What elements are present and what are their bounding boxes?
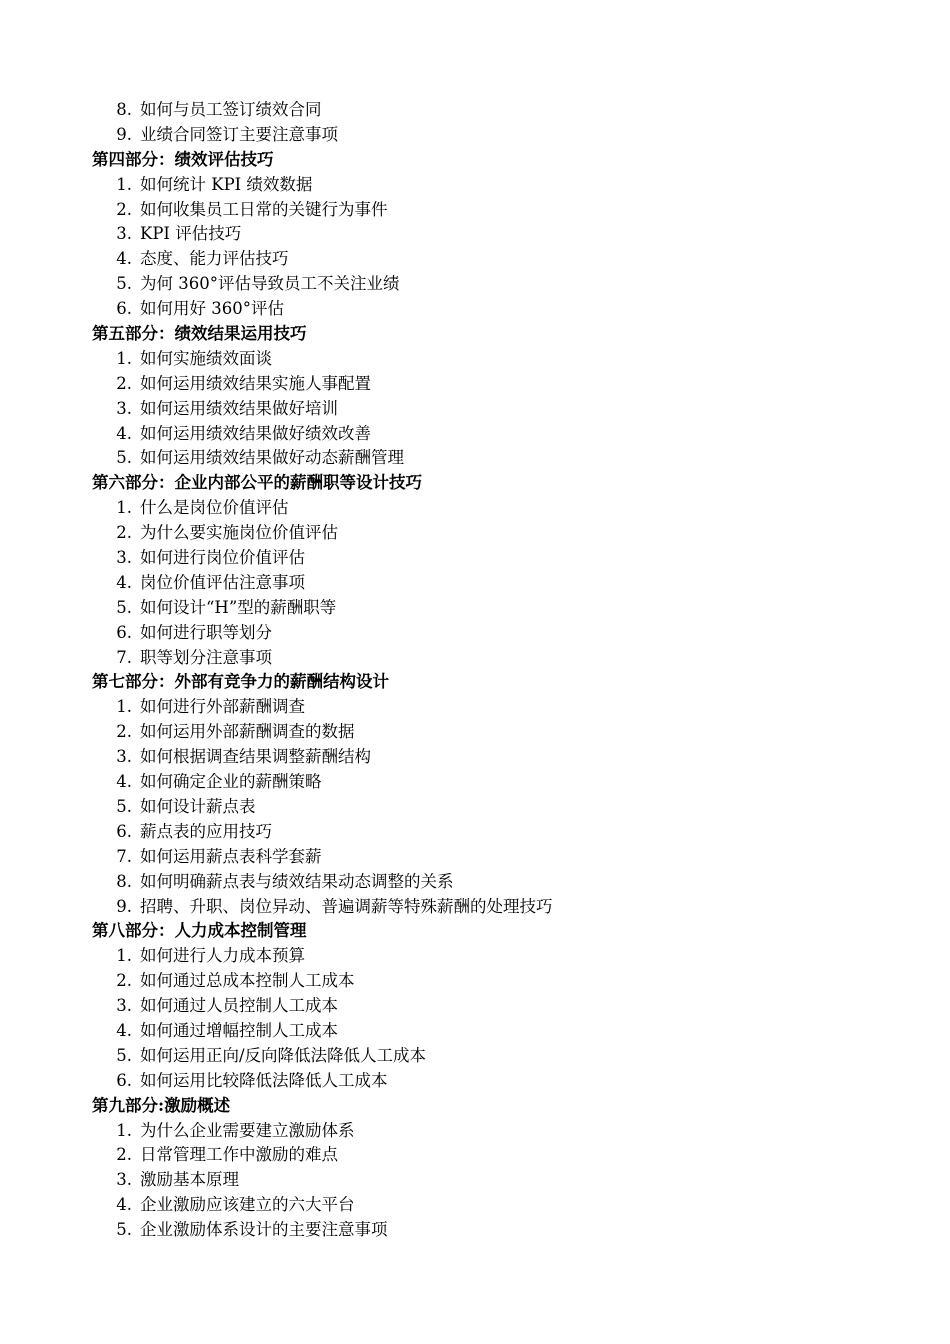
list-item-text: 什么是岗位价值评估 (140, 498, 289, 518)
list-item-text: 如何运用外部薪酬调查的数据 (140, 722, 355, 742)
list-item (92, 1193, 912, 1218)
list-item-number: 3. (116, 996, 132, 1016)
list-item-text: 薪点表的应用技巧 (140, 821, 272, 841)
list-item-text: 企业激励体系设计的主要注意事项 (140, 1220, 388, 1240)
list-item-text: 如何与员工签订绩效合同 (140, 100, 322, 119)
section-heading: 第五部分：绩效结果运用技巧 (92, 324, 307, 344)
list-item-number: 9. (116, 124, 132, 144)
list-item-text: 如何运用绩效结果做好绩效改善 (140, 423, 371, 443)
list-item-number: 5. (116, 1045, 132, 1065)
list-item-number: 8. (116, 871, 132, 891)
list-item (92, 98, 912, 123)
list-item (92, 845, 912, 870)
list-item-text: 如何进行职等划分 (140, 622, 272, 642)
list-item (92, 596, 912, 621)
list-item-text: 如何运用绩效结果做好动态薪酬管理 (140, 448, 404, 468)
list-item-text: 如何运用正向/反向降低法降低人工成本 (140, 1045, 427, 1065)
list-item-number: 2. (116, 971, 132, 991)
list-item-text: 如何进行人力成本预算 (140, 946, 305, 966)
list-item-number: 3. (116, 1170, 132, 1190)
list-item-number: 7. (116, 846, 132, 866)
list-item (92, 1143, 912, 1168)
list-item (92, 795, 912, 820)
list-item-number: 4. (116, 772, 132, 792)
list-item-number: 3. (116, 548, 132, 568)
list-item-text: KPI 评估技巧 (140, 224, 242, 244)
list-item-text: 如何确定企业的薪酬策略 (140, 772, 322, 792)
list-item (92, 446, 912, 471)
list-item-number: 2. (116, 523, 132, 543)
list-item (92, 820, 912, 845)
list-item-text: 如何运用绩效结果做好培训 (140, 398, 338, 418)
list-item-text: 日常管理工作中激励的难点 (140, 1145, 338, 1165)
list-item-text: 企业激励应该建立的六大平台 (140, 1195, 355, 1215)
section-heading: 第六部分：企业内部公平的薪酬职等设计技巧 (92, 473, 422, 493)
list-item (92, 621, 912, 646)
list-item-text: 如何明确薪点表与绩效结果动态调整的关系 (140, 871, 454, 891)
list-item-number: 1. (116, 1120, 132, 1140)
list-item-number: 3. (116, 224, 132, 244)
list-item-text: 如何运用比较降低法降低人工成本 (140, 1070, 388, 1090)
document-body (92, 98, 912, 1243)
list-item-number: 2. (116, 722, 132, 742)
list-item (92, 521, 912, 546)
list-item-text: 如何统计 KPI 绩效数据 (140, 174, 313, 194)
list-item-text: 如何运用薪点表科学套薪 (140, 846, 322, 866)
list-item-text: 如何收集员工日常的关键行为事件 (140, 199, 388, 219)
list-item (92, 173, 912, 198)
list-item-text: 为什么企业需要建立激励体系 (140, 1120, 355, 1140)
section-heading: 第七部分：外部有竞争力的薪酬结构设计 (92, 672, 389, 692)
list-item-text: 如何运用绩效结果实施人事配置 (140, 373, 371, 393)
list-item-text: 如何设计“H”型的薪酬职等 (140, 597, 337, 617)
list-item-text: 如何用好 360°评估 (140, 299, 284, 319)
list-item-number: 6. (116, 821, 132, 841)
list-item-text: 为何 360°评估导致员工不关注业绩 (140, 274, 400, 294)
list-item-number: 1. (116, 697, 132, 717)
list-item-number: 1. (116, 498, 132, 518)
list-item-text: 如何通过人员控制人工成本 (140, 996, 338, 1016)
list-item-text: 如何设计薪点表 (140, 796, 256, 816)
list-item-number: 2. (116, 1145, 132, 1165)
list-item-number: 1. (116, 946, 132, 966)
list-item (92, 646, 912, 671)
list-item (92, 247, 912, 272)
list-item-number: 9. (116, 896, 132, 916)
list-item (92, 123, 912, 148)
list-item (92, 297, 912, 322)
list-item-text: 态度、能力评估技巧 (140, 249, 289, 269)
list-item (92, 695, 912, 720)
list-item-number: 4. (116, 1020, 132, 1040)
list-item (92, 1019, 912, 1044)
list-item (92, 222, 912, 247)
list-item (92, 496, 912, 521)
list-item-text: 如何实施绩效面谈 (140, 348, 272, 368)
list-item (92, 720, 912, 745)
list-item (92, 1168, 912, 1193)
list-item-number: 3. (116, 398, 132, 418)
list-item-text: 招聘、升职、岗位异动、普遍调薪等特殊薪酬的处理技巧 (140, 896, 553, 916)
list-item-text: 业绩合同签订主要注意事项 (140, 124, 338, 144)
list-item (92, 969, 912, 994)
list-item (92, 994, 912, 1019)
list-item-number: 4. (116, 249, 132, 269)
list-item-number: 4. (116, 572, 132, 592)
list-item-number: 5. (116, 1220, 132, 1240)
list-item-text: 如何根据调查结果调整薪酬结构 (140, 747, 371, 767)
list-item-number: 6. (116, 299, 132, 319)
section-heading: 第九部分:激励概述 (92, 1095, 231, 1115)
list-item-number: 3. (116, 747, 132, 767)
list-item (92, 1044, 912, 1069)
list-item-text: 职等划分注意事项 (140, 647, 272, 667)
list-item (92, 347, 912, 372)
list-item-number: 1. (116, 348, 132, 368)
list-item (92, 571, 912, 596)
list-item (92, 870, 912, 895)
list-item-number: 8. (116, 100, 132, 119)
list-item (92, 272, 912, 297)
section-heading: 第四部分：绩效评估技巧 (92, 149, 274, 169)
list-item-text: 如何通过总成本控制人工成本 (140, 971, 355, 991)
list-item-number: 5. (116, 597, 132, 617)
list-item-number: 6. (116, 622, 132, 642)
list-item-text: 如何通过增幅控制人工成本 (140, 1020, 338, 1040)
list-item-number: 5. (116, 796, 132, 816)
list-item-text: 为什么要实施岗位价值评估 (140, 523, 338, 543)
list-item (92, 422, 912, 447)
list-item (92, 1218, 912, 1243)
list-item-number: 2. (116, 199, 132, 219)
list-item (92, 895, 912, 920)
list-item (92, 745, 912, 770)
list-item-number: 4. (116, 1195, 132, 1215)
list-item-number: 2. (116, 373, 132, 393)
list-item-number: 7. (116, 647, 132, 667)
list-item (92, 397, 912, 422)
list-item (92, 198, 912, 223)
list-item-number: 4. (116, 423, 132, 443)
list-item (92, 1069, 912, 1094)
list-item-text: 如何进行外部薪酬调查 (140, 697, 305, 717)
list-item-number: 6. (116, 1070, 132, 1090)
list-item-text: 岗位价值评估注意事项 (140, 572, 305, 592)
section-heading: 第八部分：人力成本控制管理 (92, 921, 307, 941)
list-item (92, 770, 912, 795)
list-item-number: 5. (116, 274, 132, 294)
list-item (92, 1119, 912, 1144)
list-item-text: 激励基本原理 (140, 1170, 239, 1190)
list-item (92, 546, 912, 571)
list-item-number: 5. (116, 448, 132, 468)
list-item (92, 372, 912, 397)
list-item (92, 944, 912, 969)
list-item-number: 1. (116, 174, 132, 194)
list-item-text: 如何进行岗位价值评估 (140, 548, 305, 568)
